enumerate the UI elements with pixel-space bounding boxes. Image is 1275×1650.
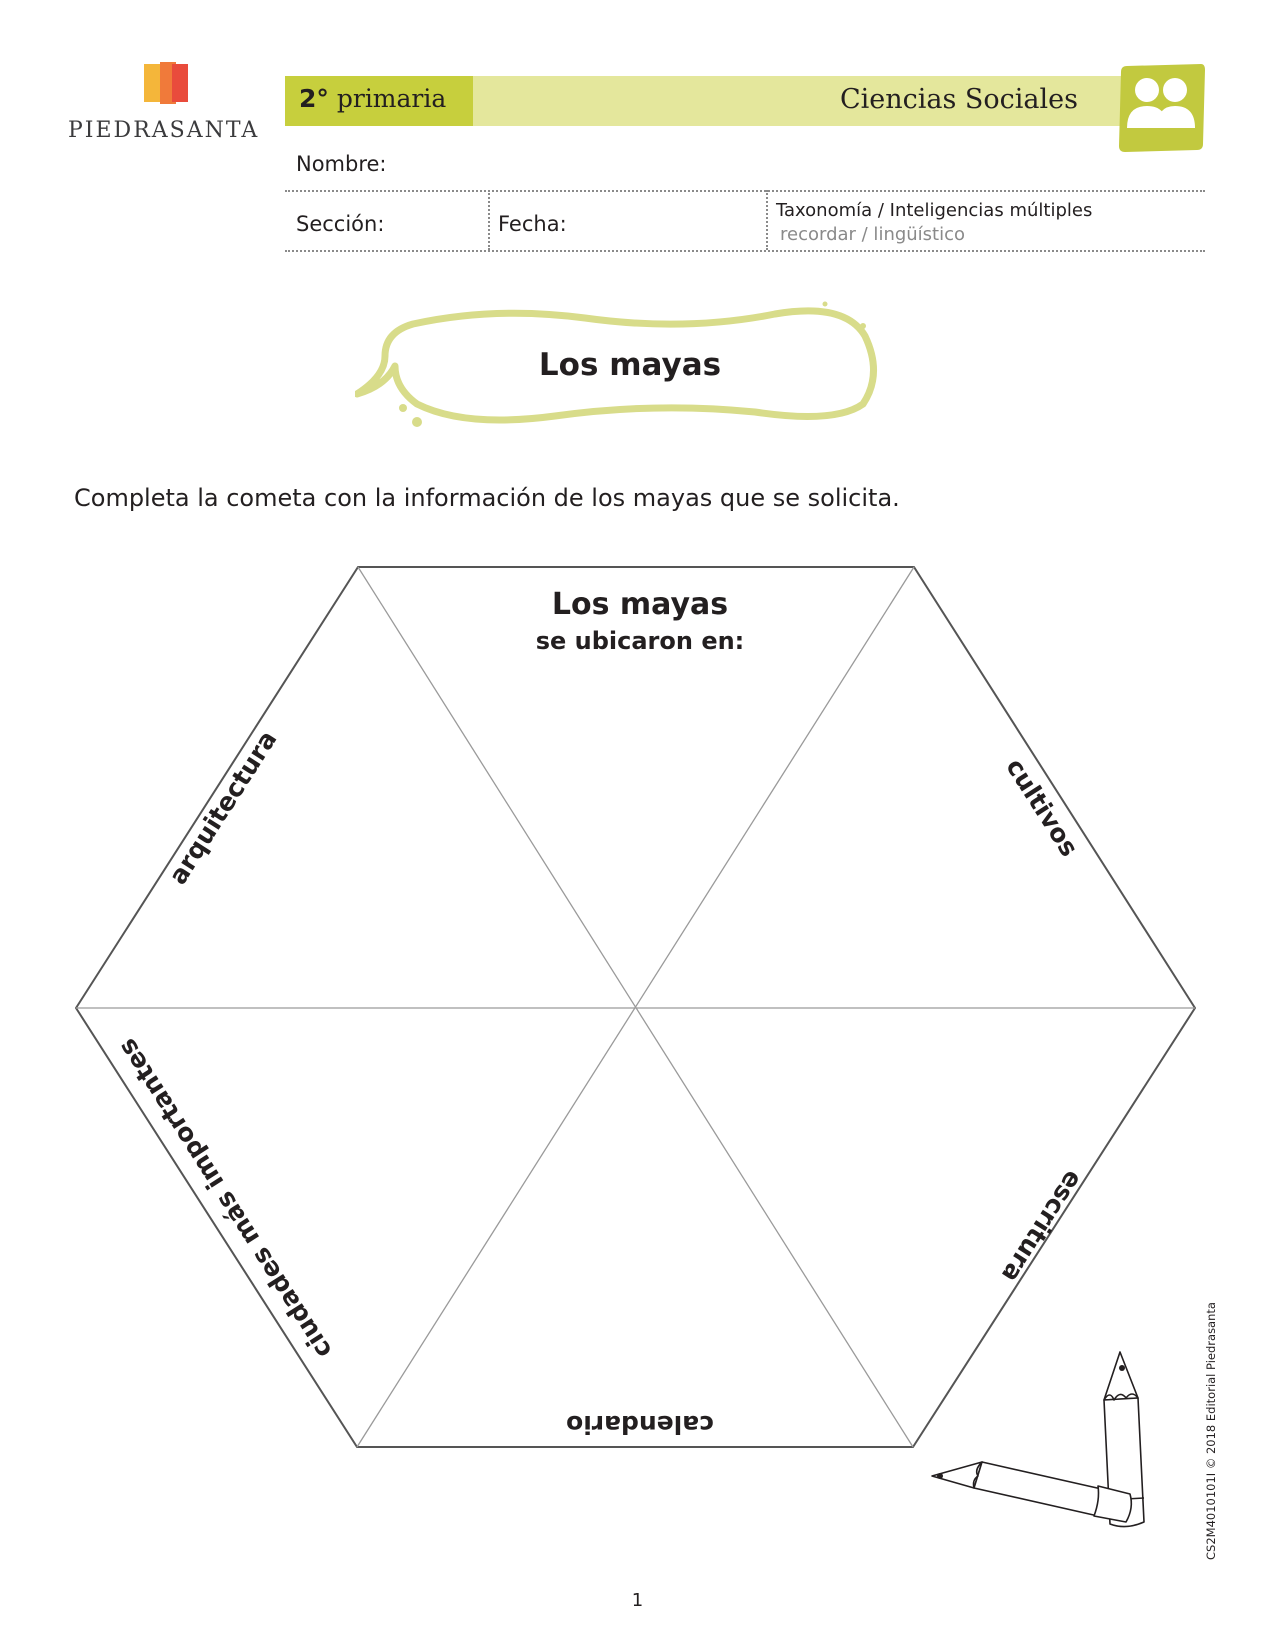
instruction-text: Completa la cometa con la información de los mayas que se solicita.: [74, 484, 900, 512]
name-field-label: Nombre:: [296, 152, 387, 176]
page-number: 1: [631, 1590, 644, 1611]
logo-wordmark: PIEDRASANTA: [68, 118, 260, 143]
kite-top-title: Los mayas: [551, 587, 729, 622]
kite-label-upper-right: cultivos: [1000, 753, 1085, 862]
kite-label-upper-left: arquitectura: [163, 725, 283, 890]
subject-title: Ciencias Sociales: [839, 84, 1078, 115]
grade-number: 2°: [299, 84, 329, 113]
grade-level: primaria: [336, 84, 447, 113]
kite-label-lower-left: ciudades más importantes: [112, 1033, 338, 1364]
kite-label-bottom: calendario: [566, 1410, 714, 1439]
taxonomy-value: recordar / lingüístico: [780, 224, 966, 245]
pencils-icon: [930, 1340, 1150, 1560]
section-field-label: Sección:: [296, 212, 385, 236]
taxonomy-title: Taxonomía / Inteligencias múltiples: [776, 200, 1093, 221]
kite-label-lower-right: escritura: [995, 1165, 1089, 1288]
copyright-text: CS2M4010101I © 2018 Editorial Piedrasanta: [1204, 1302, 1218, 1560]
page-title: Los mayas: [538, 347, 722, 383]
date-field-label: Fecha:: [498, 212, 567, 236]
kite-top-subtitle: se ubicaron en:: [535, 627, 745, 655]
